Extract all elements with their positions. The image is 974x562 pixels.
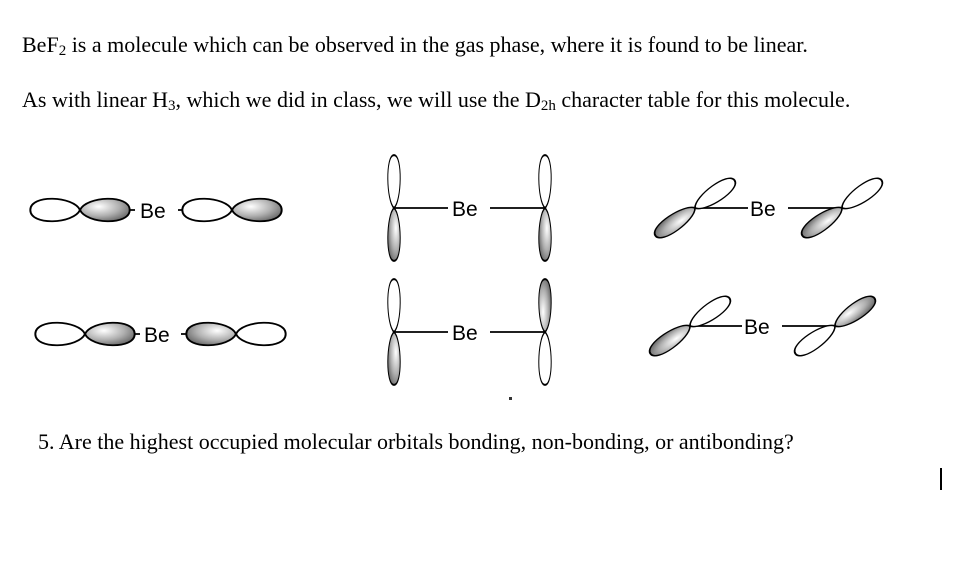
intro-paragraph: BeF$_2$ is a molecule which can be observed in the gas phase, where it is found to be linear.: [22, 32, 808, 59]
orbital-sigma-2: [35, 323, 285, 347]
orbital-diagram: [0, 150, 974, 400]
orbital-pi-3: [651, 174, 886, 243]
text-cursor: [940, 468, 942, 490]
orbital-pi-1: [388, 155, 551, 261]
orbital-pi-2: [388, 279, 551, 385]
question-5: 5. Are the highest occupied molecular orbitals bonding, non-bonding, or antibonding?: [38, 429, 794, 454]
orbital-pi-4: [646, 292, 879, 361]
be-label: Be: [144, 324, 170, 347]
orbital-sigma-1: [30, 199, 281, 223]
be-label: Be: [452, 322, 478, 345]
be-label: Be: [744, 316, 770, 339]
be-label: Be: [750, 198, 776, 221]
stray-mark: [509, 397, 512, 400]
character-table-paragraph: As with linear $H_3$, which we did in class, we will use the $D_{2h}$ character table for this molecule.: [22, 87, 851, 114]
be-label: Be: [452, 198, 478, 221]
be-label: Be: [140, 200, 166, 223]
